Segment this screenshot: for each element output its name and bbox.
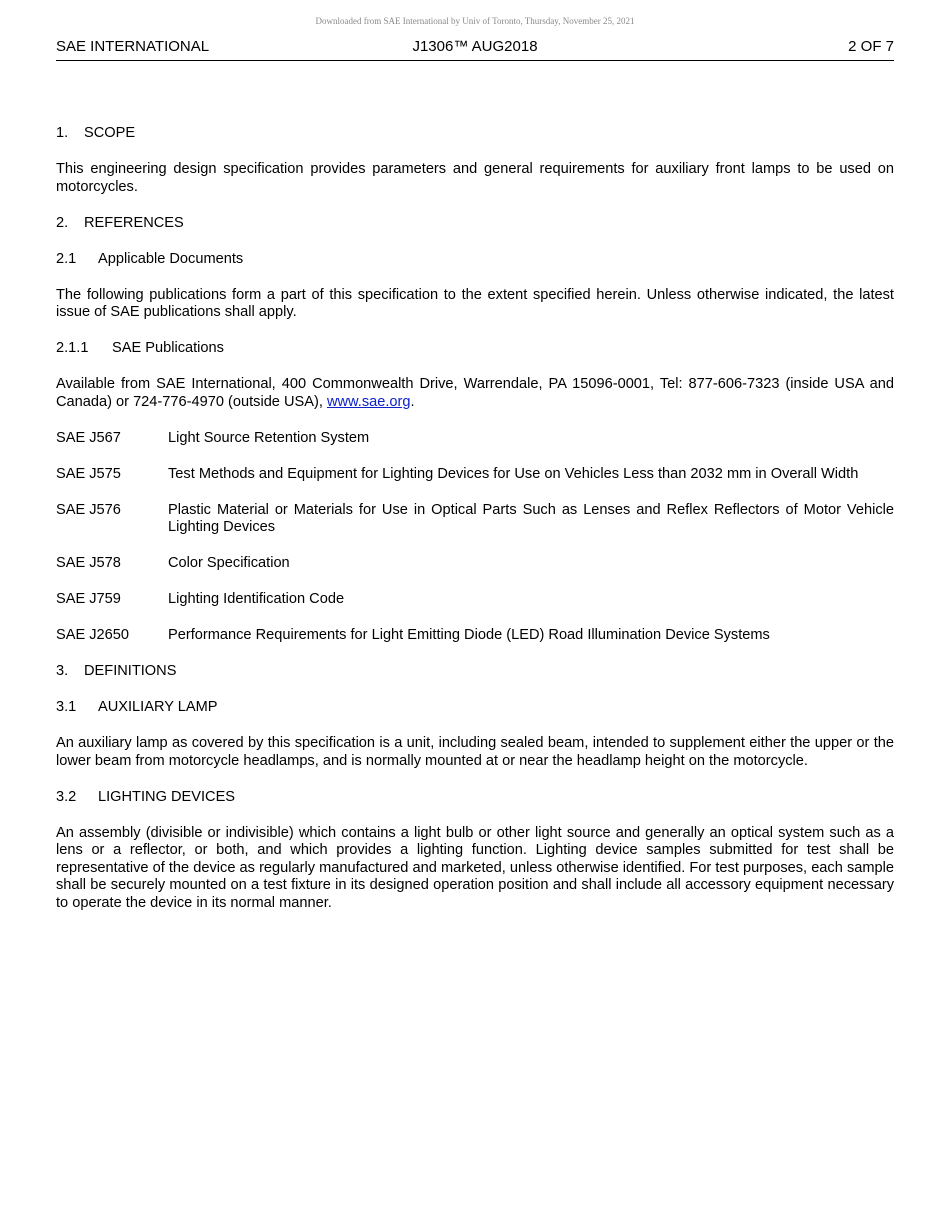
section-title: DEFINITIONS [84,663,177,680]
reference-code: SAE J578 [56,555,121,572]
section-number: 3. [56,663,69,680]
section-heading-auxiliary-lamp [56,699,894,717]
reference-title: Test Methods and Equipment for Lighting Devices for Use on Vehicles Less than 2032 mm in Overall Width [168,465,859,482]
section-number: 2. [56,214,69,231]
reference-entry [56,502,894,537]
reference-title: Plastic Material or Materials for Use in Optical Parts Such as Lenses and Reflex Reflectors of Motor Vehicle Lighting Devices [168,501,894,536]
sae-website-link[interactable]: www.sae.org [326,393,411,410]
scope-paragraph: This engineering design specification provides parameters and general requirements for auxiliary front lamps to be used on motorcycles. [56,160,894,195]
section-number: 2.1.1 [56,340,89,357]
sae-availability-text: Available from SAE International, 400 Commonwealth Drive, Warrendale, PA 15096-0001, Tel: 877-606-7323 (inside USA and Canada) or 724-776-4970 (outside USA), [56,376,894,410]
reference-title: Color Specification [168,555,290,572]
document-body [56,125,894,931]
sae-publications-paragraph [56,376,894,411]
section-heading-applicable-documents [56,251,894,269]
running-header [56,38,894,61]
section-title: SCOPE [84,125,136,141]
section-heading-scope [56,125,894,143]
reference-code: SAE J575 [56,465,121,482]
reference-title: Lighting Identification Code [168,591,345,608]
reference-entry [56,430,894,448]
applicable-documents-paragraph: The following publications form a part of this specification to the extent specified herein. Unless otherwise indicated, the latest issue of SAE publications shall apply. [56,286,894,321]
section-title: Applicable Documents [98,250,244,267]
section-heading-definitions [56,663,894,681]
section-title: REFERENCES [84,214,184,231]
auxiliary-lamp-paragraph: An auxiliary lamp as covered by this specification is a unit, including sealed beam, intended to supplement either the upper or the lower beam from motorcycle headlamps, and is normally mounted at or near the headlamp height on the motorcycle. [56,735,894,769]
reference-code: SAE J576 [56,501,121,518]
section-heading-references [56,215,894,233]
reference-code: SAE J2650 [56,627,130,644]
section-title: LIGHTING DEVICES [98,788,236,805]
section-title: SAE Publications [112,340,224,357]
section-number: 2.1 [56,250,77,267]
reference-code: SAE J759 [56,591,121,608]
header-page-number: 2 OF 7 [848,38,894,55]
section-title: AUXILIARY LAMP [98,699,218,716]
reference-code: SAE J567 [56,429,121,446]
reference-entry [56,555,894,573]
header-document-id: J1306™ AUG2018 [412,38,538,55]
header-publisher: SAE INTERNATIONAL [56,38,210,55]
reference-entry [56,627,894,645]
reference-title: Light Source Retention System [168,429,370,446]
section-heading-sae-publications [56,340,894,358]
lighting-devices-paragraph: An assembly (divisible or indivisible) which contains a light bulb or other light source and generally an optical system such as a lens or a reflector, or both, and which provides a lighting function. Lighting device samples submitted for test shall be representative of the device as regularly manufactured and marketed, unless otherwise identified. For test purposes, each sample shall be securely mounted on a test fixture in its designed operation position and shall include all accessory equipment necessary to operate the device in its normal manner. [56,824,894,912]
section-number: 3.1 [56,699,77,716]
reference-entry [56,591,894,609]
download-watermark: Downloaded from SAE International by Univ of Toronto, Thursday, November 25, 2021 [315,16,635,26]
reference-title: Performance Requirements for Light Emitting Diode (LED) Road Illumination Device Systems [168,627,770,644]
section-number: 1. [56,125,69,141]
section-heading-lighting-devices [56,789,894,807]
sentence-end: . [410,393,415,410]
section-number: 3.2 [56,788,77,805]
reference-entry [56,466,894,484]
